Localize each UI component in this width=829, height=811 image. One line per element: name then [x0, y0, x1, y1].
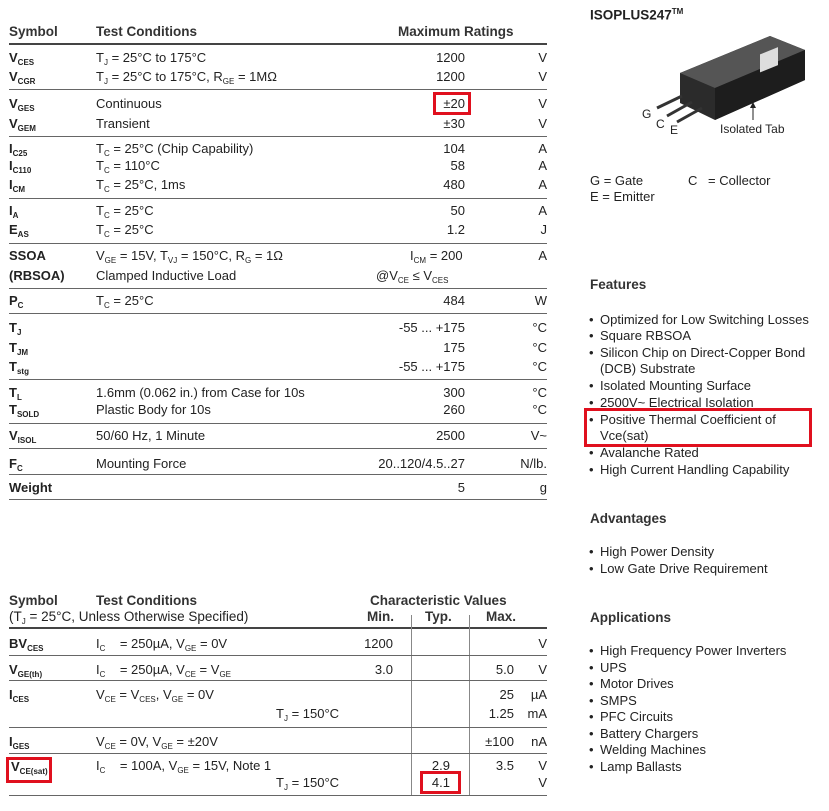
feature-item: • Avalanche Rated	[589, 445, 699, 460]
char-header-values: Characteristic Values	[370, 593, 507, 608]
application-item: • High Frequency Power Inverters	[589, 643, 787, 658]
legend-emitter: E = Emitter	[590, 189, 655, 204]
header-symbol: Symbol	[9, 24, 58, 39]
feature-item: • Isolated Mounting Surface	[589, 378, 752, 393]
application-item: • Lamp Ballasts	[589, 759, 682, 774]
application-item: • SMPS	[589, 693, 637, 708]
header-maximum-ratings: Maximum Ratings	[398, 24, 514, 39]
application-item: • Motor Drives	[589, 676, 674, 691]
highlight-vcesat-symbol	[6, 757, 52, 783]
application-item: • Battery Chargers	[589, 726, 699, 741]
label-e: E	[670, 123, 679, 137]
char-header-symbol: Symbol	[9, 593, 58, 608]
application-item: • Welding Machines	[589, 742, 706, 757]
feature-item: • Square RBSOA	[589, 328, 692, 343]
label-c: C	[656, 117, 665, 131]
feature-item-cont: (DCB) Substrate	[600, 361, 696, 376]
feature-item: • High Current Handling Capability	[589, 462, 790, 477]
unit: V	[538, 50, 547, 65]
legend-collector-c: C	[688, 173, 698, 188]
package-title: ISOPLUS247™	[590, 7, 684, 23]
char-header-max: Max.	[486, 609, 517, 624]
advantage-item: • Low Gate Drive Requirement	[589, 561, 768, 576]
label-isolated-tab: Isolated Tab	[720, 122, 785, 136]
label-g: G	[642, 107, 652, 121]
feature-item: • Positive Thermal Coefficient of	[589, 412, 776, 427]
advantage-item: • High Power Density	[589, 544, 715, 559]
char-header-typ: Typ.	[425, 609, 452, 624]
highlight-vcesat-typ-150	[420, 771, 461, 794]
char-header-min: Min.	[367, 609, 394, 624]
highlight-vges-value	[433, 92, 471, 115]
features-title: Features	[590, 277, 647, 292]
value: 1200	[436, 50, 465, 65]
application-item: • UPS	[589, 660, 627, 675]
char-header-tj-note: ($T_J = 25^\circ C$, Unless Otherwise Specified)	[9, 609, 249, 626]
applications-title: Applications	[590, 610, 672, 625]
legend-gate: G = Gate	[590, 173, 644, 188]
application-item: • PFC Circuits	[589, 709, 673, 724]
feature-item: • 2500V~ Electrical Isolation	[589, 395, 754, 410]
advantages-title: Advantages	[590, 511, 667, 526]
header-test-conditions: Test Conditions	[96, 24, 197, 39]
char-header-conditions: Test Conditions	[96, 593, 197, 608]
feature-item-cont: Vce(sat)	[600, 428, 649, 443]
legend-collector: = Collector	[708, 173, 771, 188]
highlight-positive-thermal-coefficient	[584, 408, 812, 447]
feature-item: • Silicon Chip on Direct-Copper Bond	[589, 345, 806, 360]
header-divider	[9, 43, 547, 45]
feature-item: • Optimized for Low Switching Losses	[589, 312, 809, 327]
